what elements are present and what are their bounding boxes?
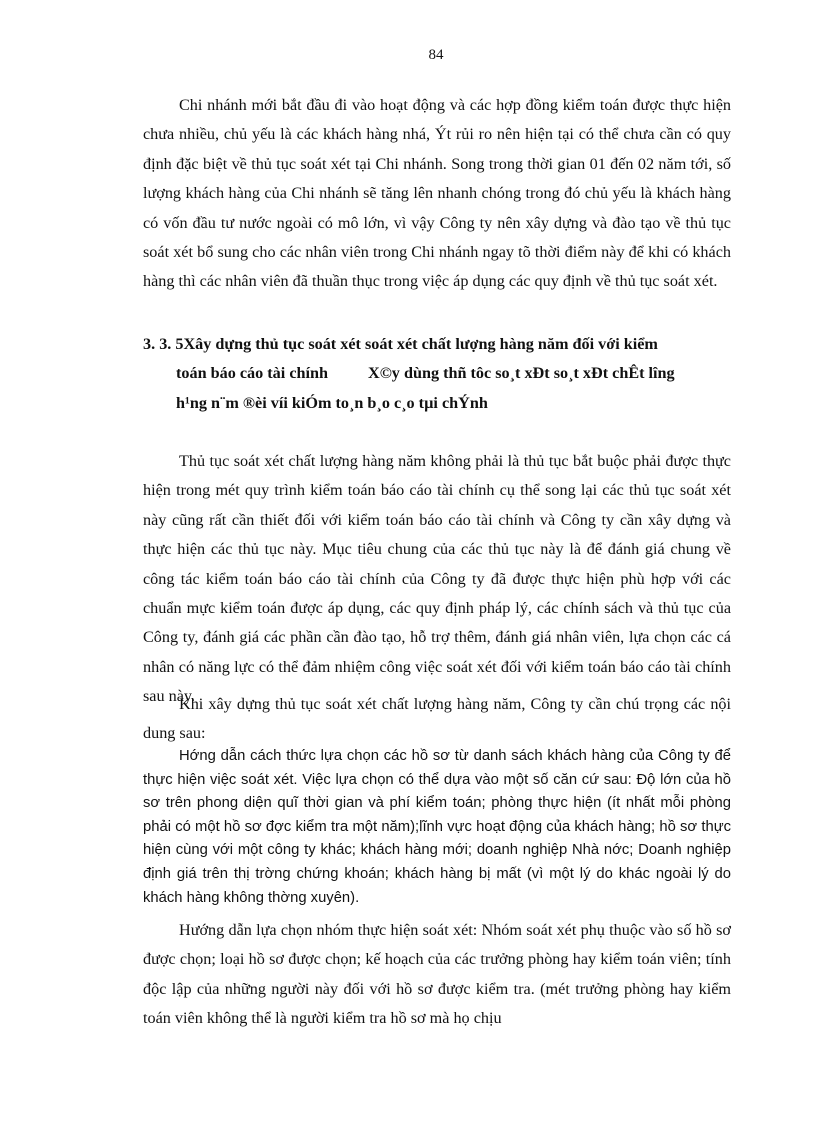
heading-line-3: h¹ng n¨m ®èi víi kiÓm to¸n b¸o c¸o tµi chÝnh (176, 393, 488, 412)
paragraph-content-focus: Khi xây dựng thủ tục soát xét chất lượng hàng năm, Công ty cần chú trọng các nội dung sau: (143, 695, 731, 743)
page-number: 84 (428, 47, 444, 63)
heading-line-2-main: toán báo cáo tài chính (176, 364, 329, 383)
section-heading (143, 330, 743, 418)
heading-line-1: 3. 3. 5Xây dựng thủ tục soát xét soát xét chất lượng hàng năm đối với kiểm (143, 335, 658, 353)
heading-line-2 (143, 359, 743, 388)
paragraph-branch-intro: Chi nhánh mới bắt đầu đi vào hoạt động và các hợp đồng kiểm toán được thực hiện chưa nhiều, chủ yếu là các khách hàng nhá, Ýt rủi ro nên hiện tại có thể chưa cần có quy định đặc biệt về thủ tục soát xét tại Chi nhánh. Song trong thời gian 01 đến 02 năm tới, số lượng khách hàng của Chi nhánh sẽ tăng lên nhanh chóng trong đó chủ yếu là khách hàng có vốn đầu tư nước ngoài có mô lớn, vì vậy Công ty nên xây dựng và đào tạo về thủ tục soát xét bổ sung cho các nhân viên trong Chi nhánh ngay tõ thời điểm này để khi có khách hàng thì các nhân viên đã thuần thục trong việc áp dụng các quy định về thủ tục soát xét. (143, 96, 731, 291)
paragraph-annual-review: Thủ tục soát xét chất lượng hàng năm không phải là thủ tục bắt buộc phải được thực hiện trong mét quy trình kiểm toán báo cáo tài chính cụ thể song lại các thủ tục soát xét này cũng rất cần thiết đối với kiểm toán báo cáo tài chính và Công ty cần xây dựng và thực hiện các thủ tục này. Mục tiêu chung của các thủ tục này là để đánh giá chung về công tác kiểm toán báo cáo tài chính của Công ty đã được thực hiện phù hợp với các chuẩn mực kiểm toán được áp dụng, các quy định pháp lý, các chính sách và thủ tục của Công ty, đánh giá các phần cần đào tạo, hỗ trợ thêm, đánh giá nhân viên, lựa chọn các cá nhân có năng lực có thể đảm nhiệm công việc soát xét đối với kiểm toán báo cáo tài chính sau này. (143, 452, 731, 706)
paragraph-file-selection-guide: Hớng dẫn cách thức lựa chọn các hồ sơ từ danh sách khách hàng của Công ty để thực hiện việc soát xét. Việc lựa chọn có thể dựa vào một số căn cứ sau: Độ lớn của hồ sơ trên phong diện quĩ thời gian và phí kiểm toán; phòng thực hiện (ít nhất mỗi phòng phải có một hồ sơ đợc kiểm tra một năm);lĩnh vực hoạt động của khách hàng; hồ sơ thực hiện cùng với một công ty khác; khách hàng mới; doanh nghiệp Nhà nớc; Doanh nghiệp định giá trên thị trờng chứng khoán; khách hàng bị mất (vì một lý do khác ngoài lý do khách hàng không thờng xuyên). (143, 748, 731, 906)
paragraph-review-team-guide: Hướng dẫn lựa chọn nhóm thực hiện soát xét: Nhóm soát xét phụ thuộc vào số hồ sơ được chọn; loại hồ sơ được chọn; kế hoạch của các trưởng phòng hay kiểm toán viên; tính độc lập của những người này đối với hồ sơ được kiểm tra. (mét trưởng phòng hay kiểm toán viên không thể là người kiểm tra hồ sơ mà họ chịu (143, 921, 731, 1028)
heading-line-2-garbled: X©y dùng thñ tôc so¸t xÐt so¸t xÐt chÊt lîng (368, 364, 675, 383)
